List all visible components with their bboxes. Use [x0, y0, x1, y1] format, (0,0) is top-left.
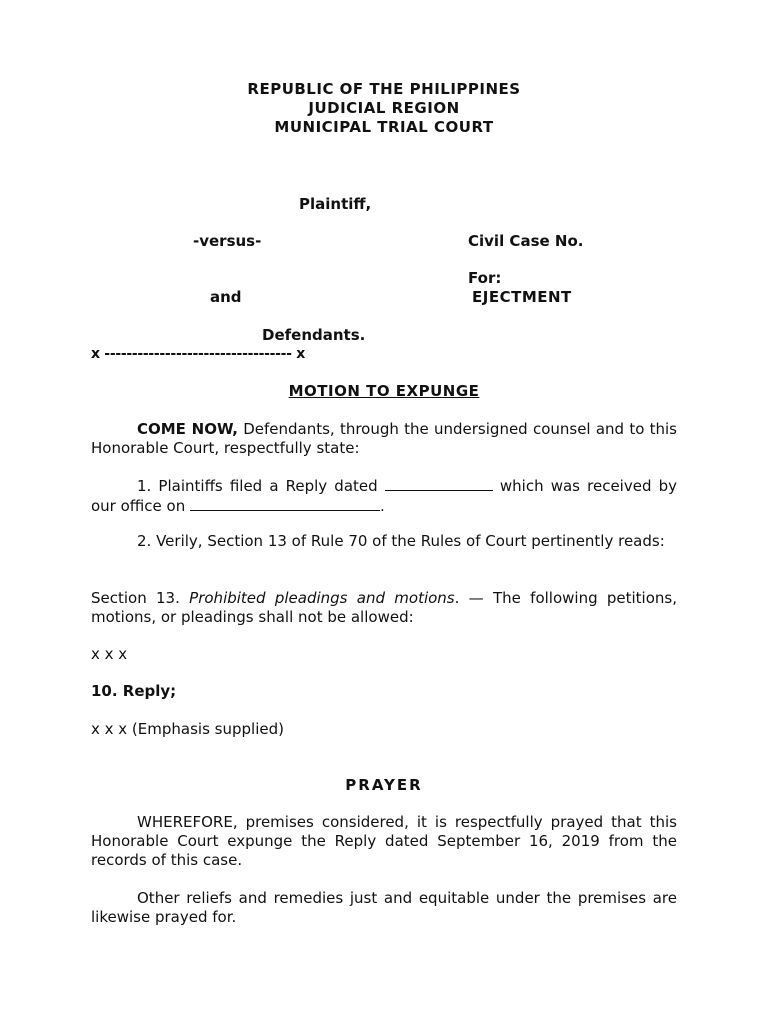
versus-label: -versus-	[193, 232, 262, 250]
caption-separator: x ---------------------------------- x	[91, 346, 305, 362]
emphasis-note: x x x (Emphasis supplied)	[91, 720, 284, 738]
reply-item: 10. Reply;	[91, 682, 177, 700]
prayer-paragraph: WHEREFORE, premises considered, it is respectfully prayed that this Honorable Court expunge the Reply dated September 16, 2019 from the records of this case.	[91, 813, 677, 869]
intro-text: Defendants, through the undersigned counsel and to this Honorable Court, respectfully state:	[91, 420, 677, 457]
item-one-text-b: which was received by our office on	[91, 477, 677, 515]
item-one-paragraph	[91, 476, 677, 516]
come-now-lead: COME NOW,	[137, 420, 238, 438]
ellipsis-xxx: x x x	[91, 645, 128, 663]
received-date-blank	[190, 496, 380, 511]
section-rest: . — The following petitions, motions, or pleadings shall not be allowed:	[91, 589, 677, 626]
section-paragraph	[91, 589, 677, 627]
plaintiff-label: Plaintiff,	[299, 195, 372, 213]
civil-case-label: Civil Case No.	[468, 232, 584, 250]
motion-title: MOTION TO EXPUNGE	[288, 382, 480, 400]
section-lead: Section 13.	[91, 589, 190, 607]
court-header-court: MUNICIPAL TRIAL COURT	[274, 118, 494, 136]
item-two-paragraph: 2. Verily, Section 13 of Rule 70 of the Rules of Court pertinently reads:	[137, 532, 665, 550]
other-reliefs-paragraph: Other reliefs and remedies just and equitable under the premises are likewise prayed for.	[91, 889, 677, 926]
prayer-title: PRAYER	[345, 776, 423, 794]
item-one-text-a: 1. Plaintiffs filed a Reply dated	[137, 477, 385, 495]
court-header-republic: REPUBLIC OF THE PHILIPPINES	[247, 80, 521, 98]
ejectment-label: EJECTMENT	[472, 288, 572, 306]
intro-paragraph	[91, 420, 677, 458]
defendants-label: Defendants.	[262, 326, 366, 344]
section-italic: Prohibited pleadings and motions	[189, 589, 455, 607]
item-one-text-c: .	[380, 497, 385, 515]
reply-date-blank	[385, 476, 493, 491]
and-label: and	[210, 288, 242, 306]
court-header-region: JUDICIAL REGION	[308, 99, 460, 117]
for-label: For:	[468, 269, 502, 287]
